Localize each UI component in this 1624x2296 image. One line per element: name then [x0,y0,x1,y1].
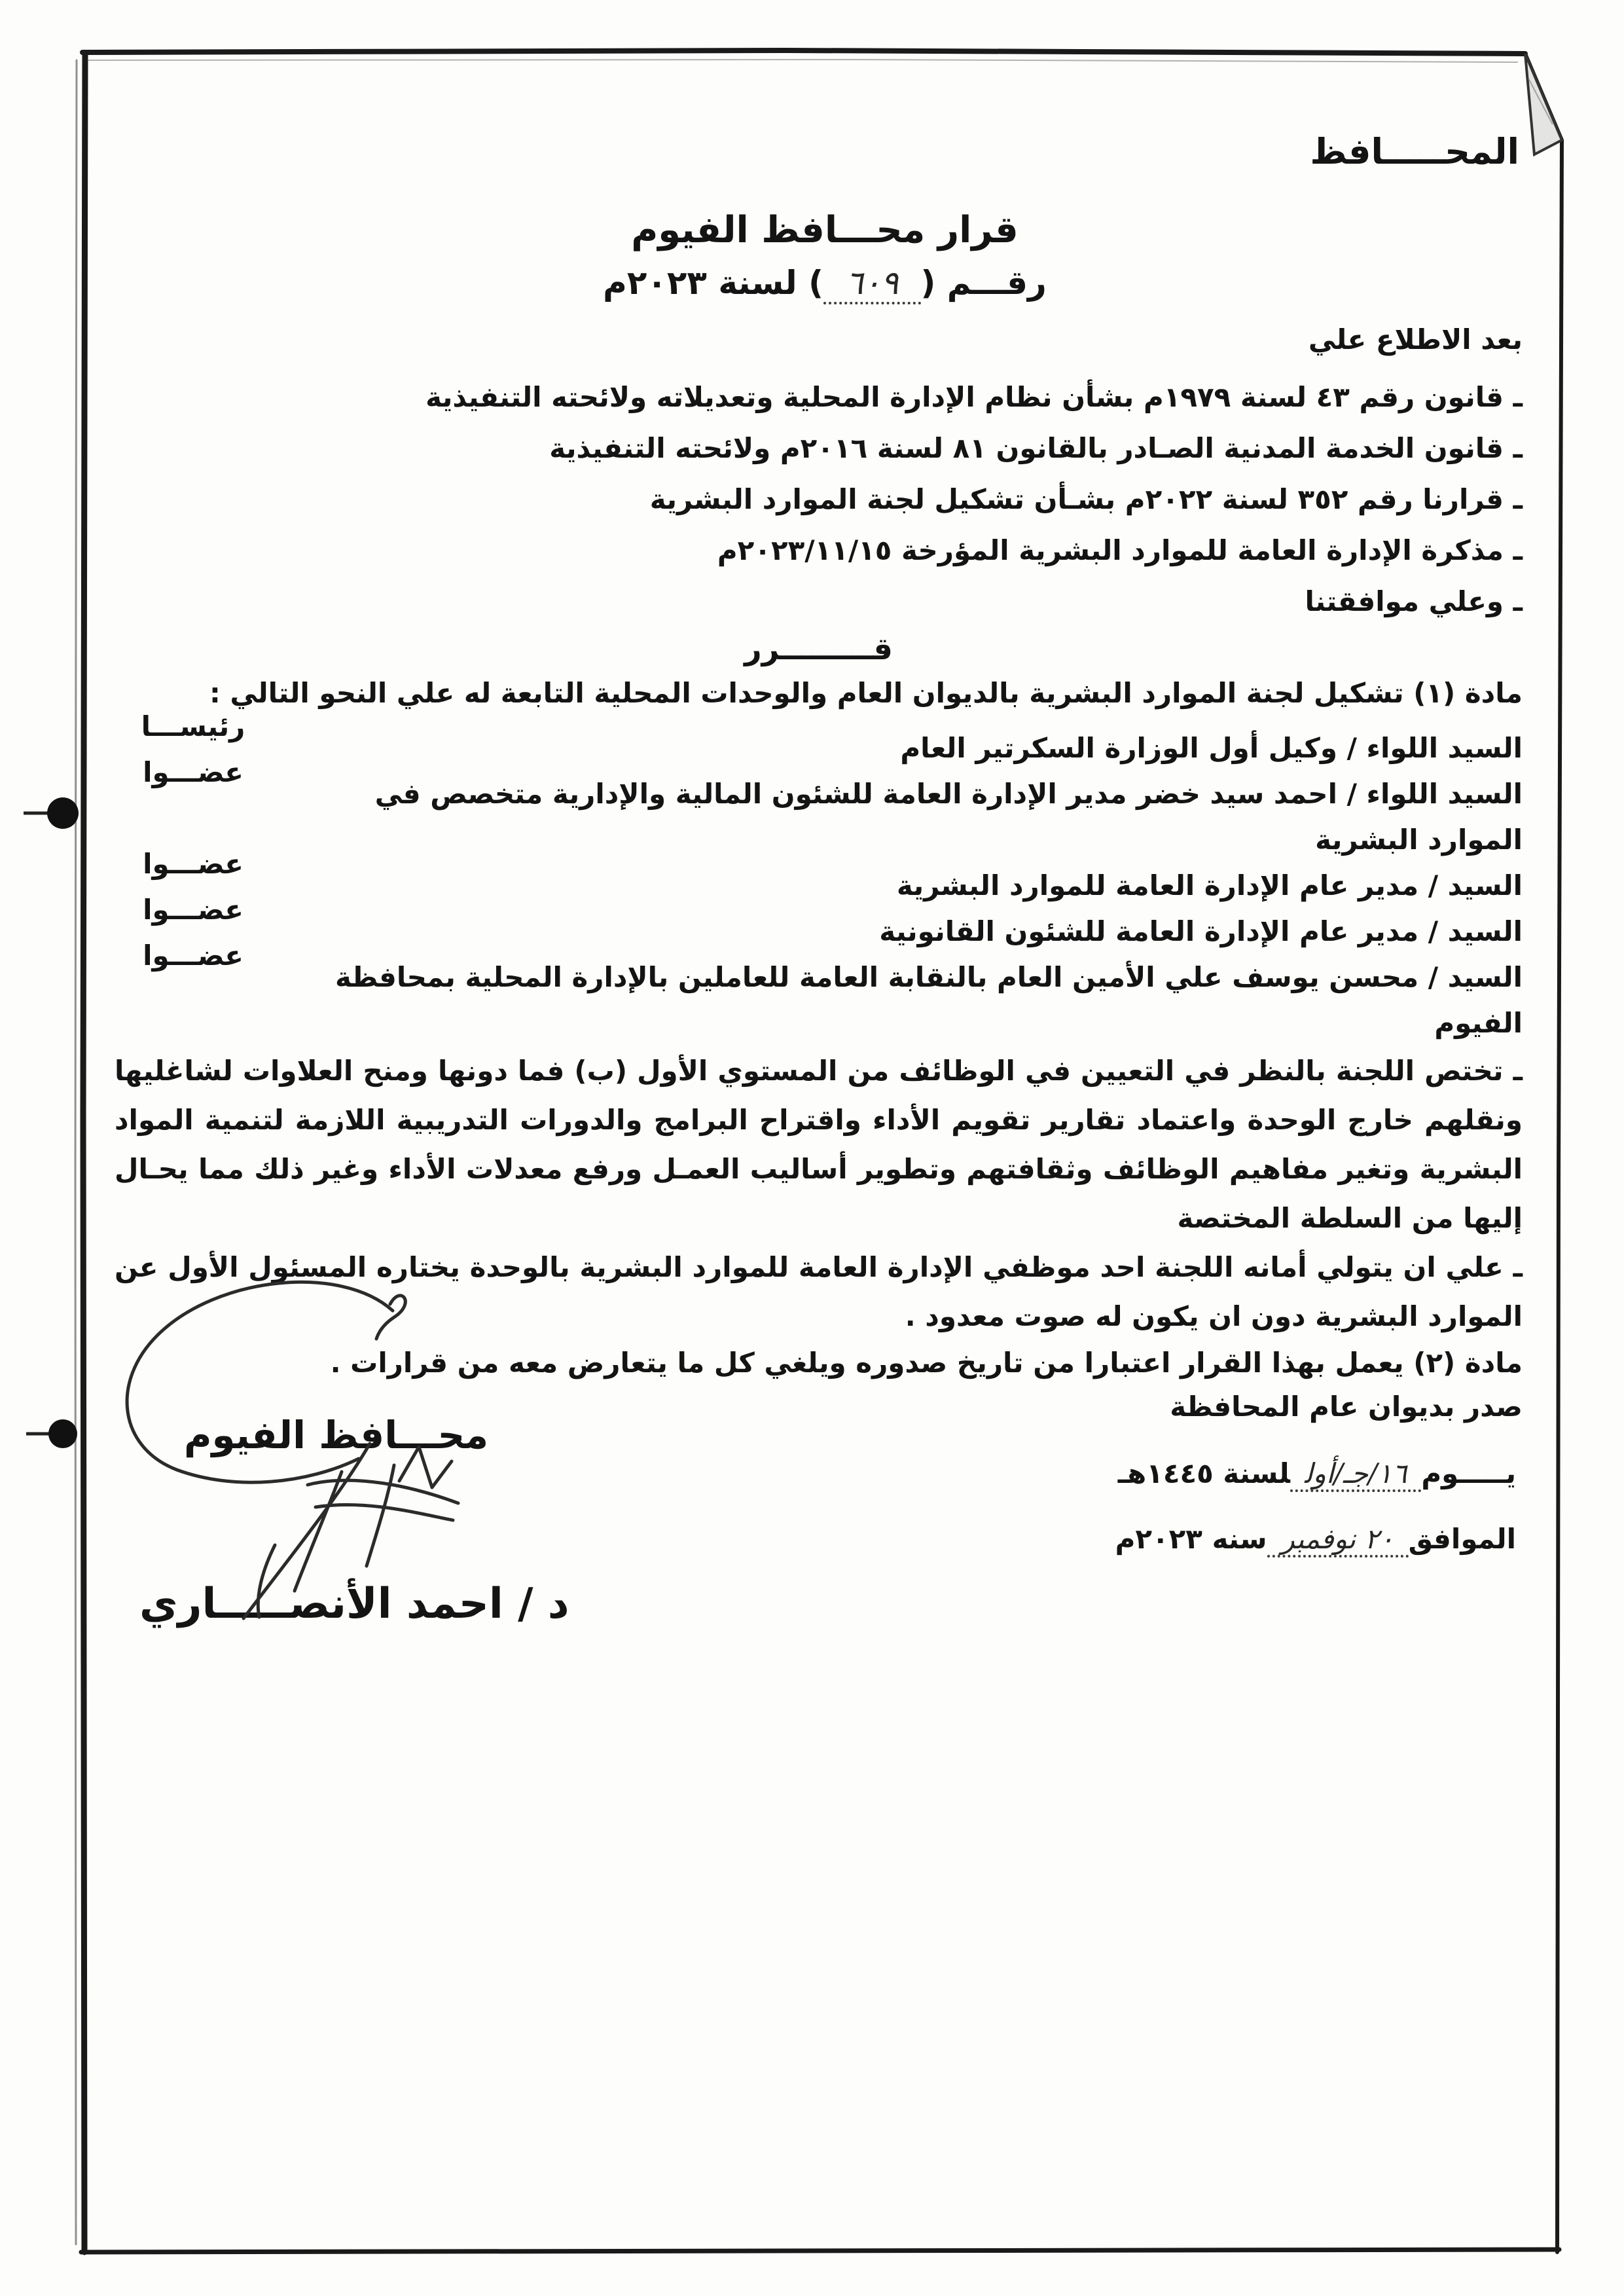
preamble-item: ـ قرارنا رقم ٣٥٢ لسنة ٢٠٢٢م بشـأن تشكيل لجنة الموارد البشرية [649,483,1523,515]
member-text: السيد اللواء / وكيل أول الوزارة السكرتير العام [900,732,1523,764]
article-1-intro: مادة (١) تشكيل لجنة الموارد البشرية بالديوان العام والوحدات المحلية التابعة له علي النحو التالي : [209,677,1523,709]
decree-number-suffix: ) لسنة ٢٠٢٣م [603,264,823,302]
hijri-date-handwritten: ١٦/جـ/أول [1290,1457,1421,1492]
member-role: عضـــوا [143,894,244,926]
decree-body [115,314,1523,1562]
punch-holes [24,797,79,1448]
decree-number-prefix: رقـــم ( [920,264,1047,302]
member-row [115,939,1523,1046]
member-text: السيد / مدير عام الإدارة العامة للشئون القانونية [879,915,1523,947]
committee-members [115,710,1523,1046]
preamble-item: ـ مذكرة الإدارة العامة للموارد البشرية المؤرخة ٢٠٢٣/١١/١٥م [717,534,1523,566]
committee-duties-paragraph: ـ تختص اللجنة بالنظر في التعيين في الوظائف من المستوي الأول (ب) فما دونها ومنح العلاوات لشاغليها ونقلهم خارج الوحدة واعتماد تقارير تقويم الأداء واقتراح البرامج والدورات التدريبية اللازمة لتنمية المواد البشرية وتغير مفاهيم الوظائف وثقافتهم وتطوير أساليب العمـل ورفع معدلات الأداء وغير ذلك مما يحـال إليها من السلطة المختصة [115,1055,1523,1234]
issued-at: صدر بديوان عام المحافظة [1170,1391,1523,1423]
preamble-heading: بعد الاطلاع علي [1308,323,1523,355]
hijri-date-suffix: لسنة ١٤٤٥هـ [1117,1457,1290,1489]
preamble-item: ـ قانون رقم ٤٣ لسنة ١٩٧٩م بشأن نظام الإدارة المحلية وتعديلاته ولائحته التنفيذية [425,381,1523,413]
committee-secretariat-paragraph: ـ علي ان يتولي أمانه اللجنة احد موظفي الإدارة العامة للموارد البشرية بالوحدة يختاره المسئول الأول عن الموارد البشرية دون ان يكون له صوت معدود . [115,1251,1523,1332]
member-role: عضـــوا [143,939,244,972]
preamble-list [115,372,1523,627]
signatory-title: محـــافظ الفيوم [184,1413,489,1457]
member-role: عضـــوا [143,756,244,788]
gregorian-date-line [115,1516,1523,1562]
member-text: السيد / مدير عام الإدارة العامة للموارد البشرية [896,869,1523,902]
member-text: السيد / محسن يوسف علي الأمين العام بالنقابة العامة للعاملين بالإدارة المحلية بمحافظة الفيوم [335,961,1523,1039]
decree-title: قرار محـــافظ الفيوم [631,209,1019,251]
article-2: مادة (٢) يعمل بهذا القرار اعتبارا من تاريخ صدوره ويلغي كل ما يتعارض معه من قرارات . [330,1347,1523,1379]
member-row [115,756,1523,863]
signatory-name: د / احمد الأنصـــــاري [139,1580,569,1628]
office-header: المحـــــافظ [1310,131,1519,172]
folded-corner [1525,54,1562,155]
gregorian-date-prefix: الموافق [1408,1523,1516,1555]
member-row [115,848,1523,909]
hijri-date-prefix: يـــــوم [1421,1457,1516,1489]
gregorian-date-handwritten: ٢٠ نوفمبر [1267,1523,1409,1558]
member-role: رئيســـا [141,710,245,742]
member-text: السيد اللواء / احمد سيد خضر مدير الإدارة العامة للشئون المالية والإدارية متخصص في الموارد البشرية [374,778,1523,856]
gregorian-date-suffix: سنه ٢٠٢٣م [1115,1523,1267,1555]
decree-number-line [497,257,1152,309]
member-role: عضـــوا [143,848,244,880]
preamble-item: ـ قانون الخدمة المدنية الصـادر بالقانون ٨١ لسنة ٢٠١٦م ولائحته التنفيذية [549,432,1523,464]
member-row [115,710,1523,771]
member-row [115,894,1523,955]
decree-number-handwritten: ٦٠٩ [823,264,921,304]
preamble-item: ـ وعلي موافقتنا [1305,585,1523,617]
decision-heading: قـــــــــرر [744,631,893,666]
